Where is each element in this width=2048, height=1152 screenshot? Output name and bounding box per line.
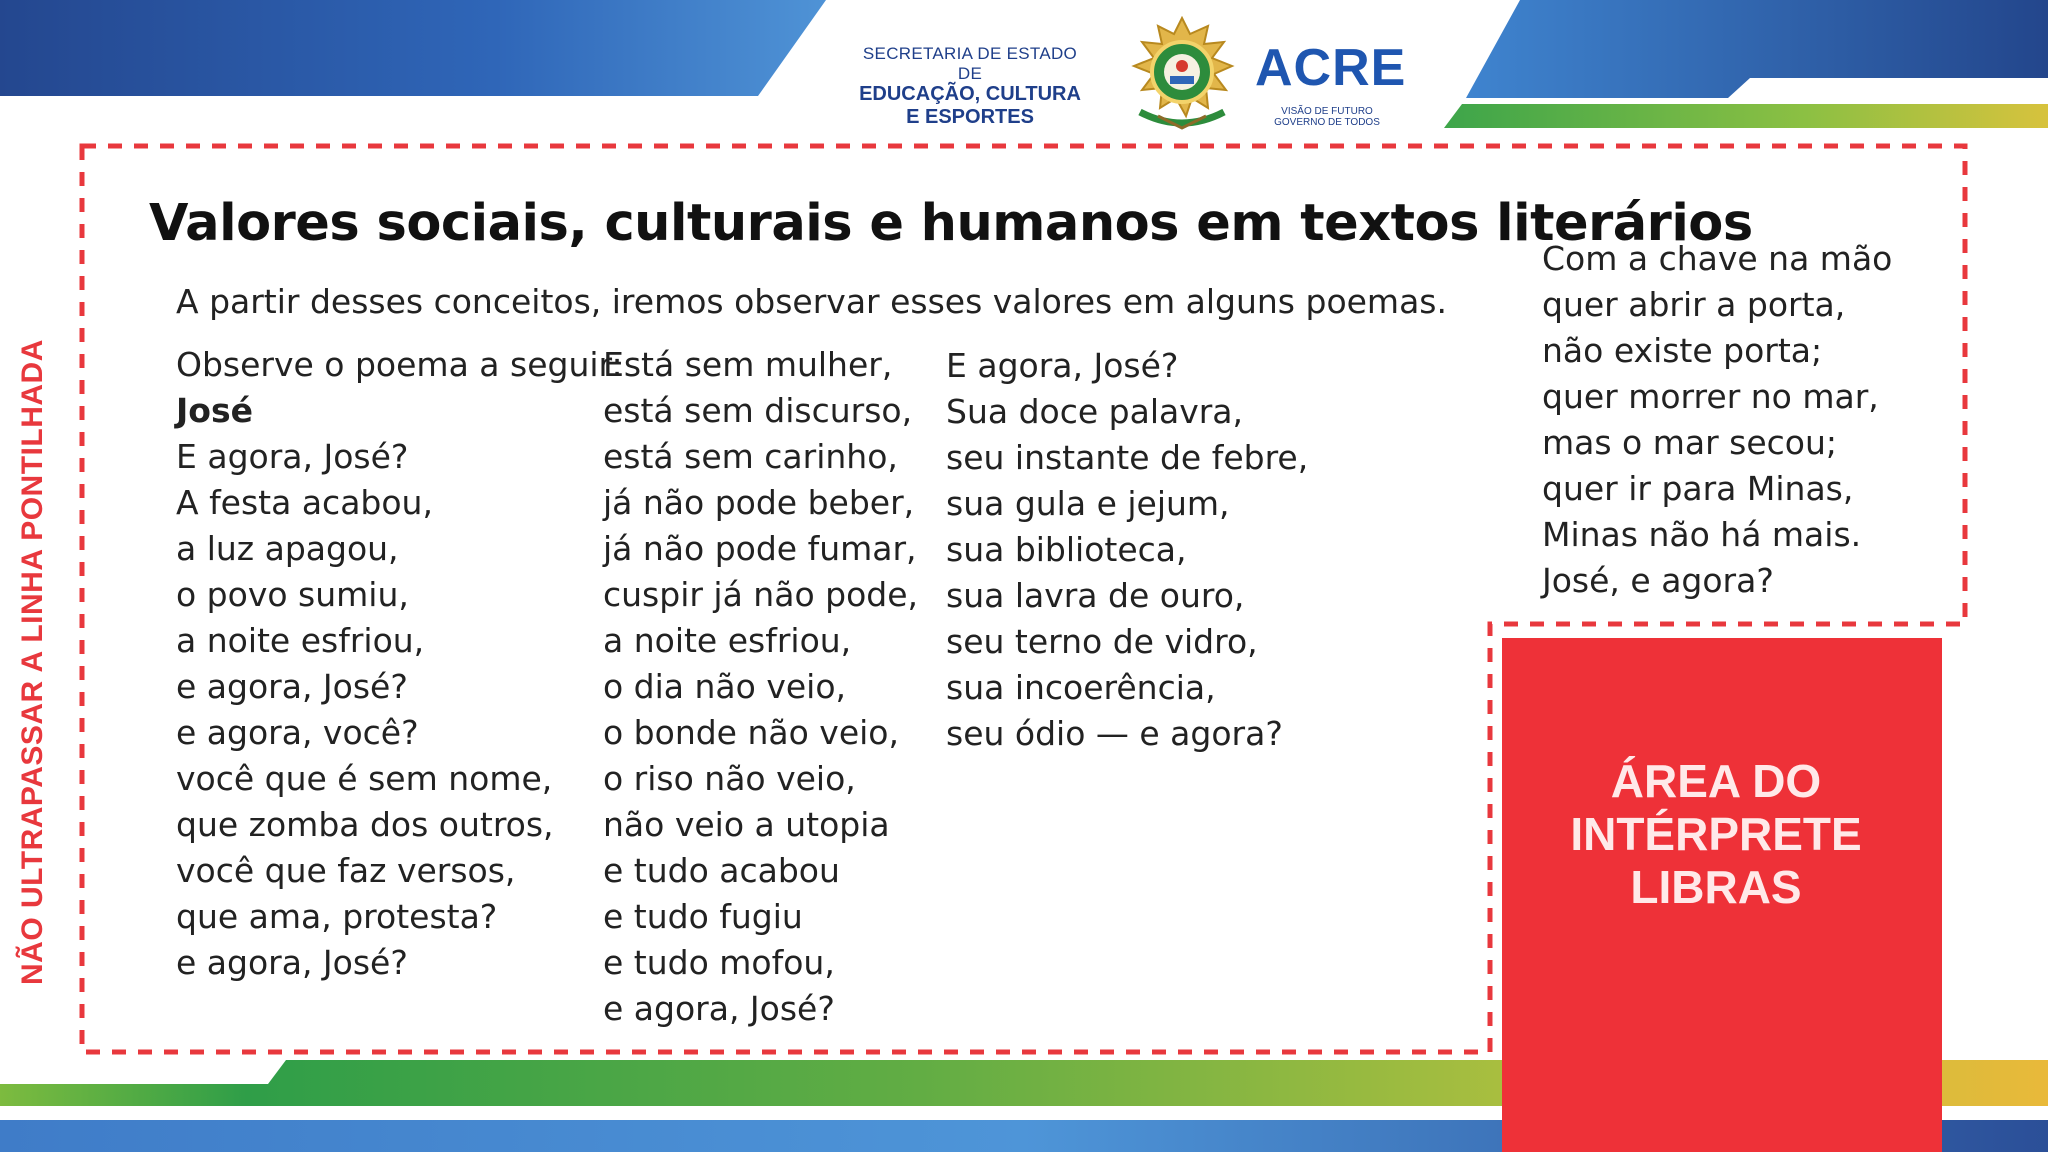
poem-line: e agora, José?: [176, 667, 408, 706]
poem-line: está sem carinho,: [603, 437, 898, 476]
interpreter-label-line1: ÁREA DO: [1610, 755, 1822, 807]
secretaria-line3: E ESPORTES: [906, 106, 1034, 129]
poem-line: sua gula e jejum,: [946, 484, 1230, 523]
poem-line: já não pode beber,: [603, 483, 915, 522]
poem-line: Com a chave na mão: [1542, 239, 1893, 278]
poem-line: e agora, José?: [176, 943, 408, 982]
poem-column-4: [1542, 236, 1892, 604]
poem-line: José, e agora?: [1542, 561, 1774, 600]
poem-line: e agora, José?: [603, 989, 835, 1028]
poem-line: quer ir para Minas,: [1542, 469, 1854, 508]
poem-line: cuspir já não pode,: [603, 575, 918, 614]
poem-line: Minas não há mais.: [1542, 515, 1862, 554]
poem-line: que zomba dos outros,: [176, 805, 554, 844]
poem-line: sua incoerência,: [946, 668, 1216, 707]
poem-line: quer morrer no mar,: [1542, 377, 1879, 416]
poem-line: seu instante de febre,: [946, 438, 1309, 477]
poem-line: seu ódio — e agora?: [946, 714, 1283, 753]
poem-column-3: [946, 343, 1308, 757]
poem-line: e agora, você?: [176, 713, 419, 752]
interpreter-area-label: [1502, 755, 1930, 914]
poem-line: Está sem mulher,: [603, 345, 893, 384]
poem-title: José: [176, 391, 253, 430]
secretaria-line2: EDUCAÇÃO, CULTURA: [859, 83, 1081, 106]
poem-line: o povo sumiu,: [176, 575, 409, 614]
poem-line: você que é sem nome,: [176, 759, 553, 798]
poem-line: sua lavra de ouro,: [946, 576, 1245, 615]
poem-line: Sua doce palavra,: [946, 392, 1244, 431]
poem-line: que ama, protesta?: [176, 897, 498, 936]
poem-line: A festa acabou,: [176, 483, 433, 522]
poem-line: quer abrir a porta,: [1542, 285, 1846, 324]
boundary-warning-text: NÃO ULTRAPASSAR A LINHA PONTILHADA: [16, 339, 49, 985]
poem-line: você que faz versos,: [176, 851, 516, 890]
interpreter-label-line3: LIBRAS: [1630, 861, 1802, 913]
poem-line: o riso não veio,: [603, 759, 856, 798]
poem-line: a noite esfriou,: [603, 621, 852, 660]
poem-line: o bonde não veio,: [603, 713, 899, 752]
poem-prompt: Observe o poema a seguir:: [176, 345, 623, 384]
poem-line: não existe porta;: [1542, 331, 1823, 370]
acre-wordmark: ACRE: [1255, 39, 1407, 97]
poem-line: e tudo acabou: [603, 851, 840, 890]
poem-line: a noite esfriou,: [176, 621, 425, 660]
poem-line: não veio a utopia: [603, 805, 890, 844]
poem-line: mas o mar secou;: [1542, 423, 1838, 462]
tagline-line1: VISÃO DE FUTURO: [1281, 106, 1373, 117]
poem-line: o dia não veio,: [603, 667, 847, 706]
poem-line: a luz apagou,: [176, 529, 399, 568]
tagline-line2: GOVERNO DE TODOS: [1274, 117, 1380, 128]
poem-column-2: [603, 342, 918, 1032]
poem-line: e tudo mofou,: [603, 943, 835, 982]
poem-line: já não pode fumar,: [603, 529, 917, 568]
poem-line: sua biblioteca,: [946, 530, 1187, 569]
secretaria-line1: SECRETARIA DE ESTADO DE: [862, 44, 1078, 83]
poem-line: E agora, José?: [946, 346, 1179, 385]
interpreter-label-line2: INTÉRPRETE: [1570, 808, 1862, 860]
intro-text: A partir desses conceitos, iremos observar esses valores em alguns poemas.: [176, 282, 1447, 321]
slide-title: Valores sociais, culturais e humanos em textos literários: [149, 194, 1753, 253]
poem-line: está sem discurso,: [603, 391, 913, 430]
poem-line: e tudo fugiu: [603, 897, 803, 936]
poem-column-1: [176, 342, 623, 986]
poem-line: seu terno de vidro,: [946, 622, 1258, 661]
poem-line: E agora, José?: [176, 437, 409, 476]
